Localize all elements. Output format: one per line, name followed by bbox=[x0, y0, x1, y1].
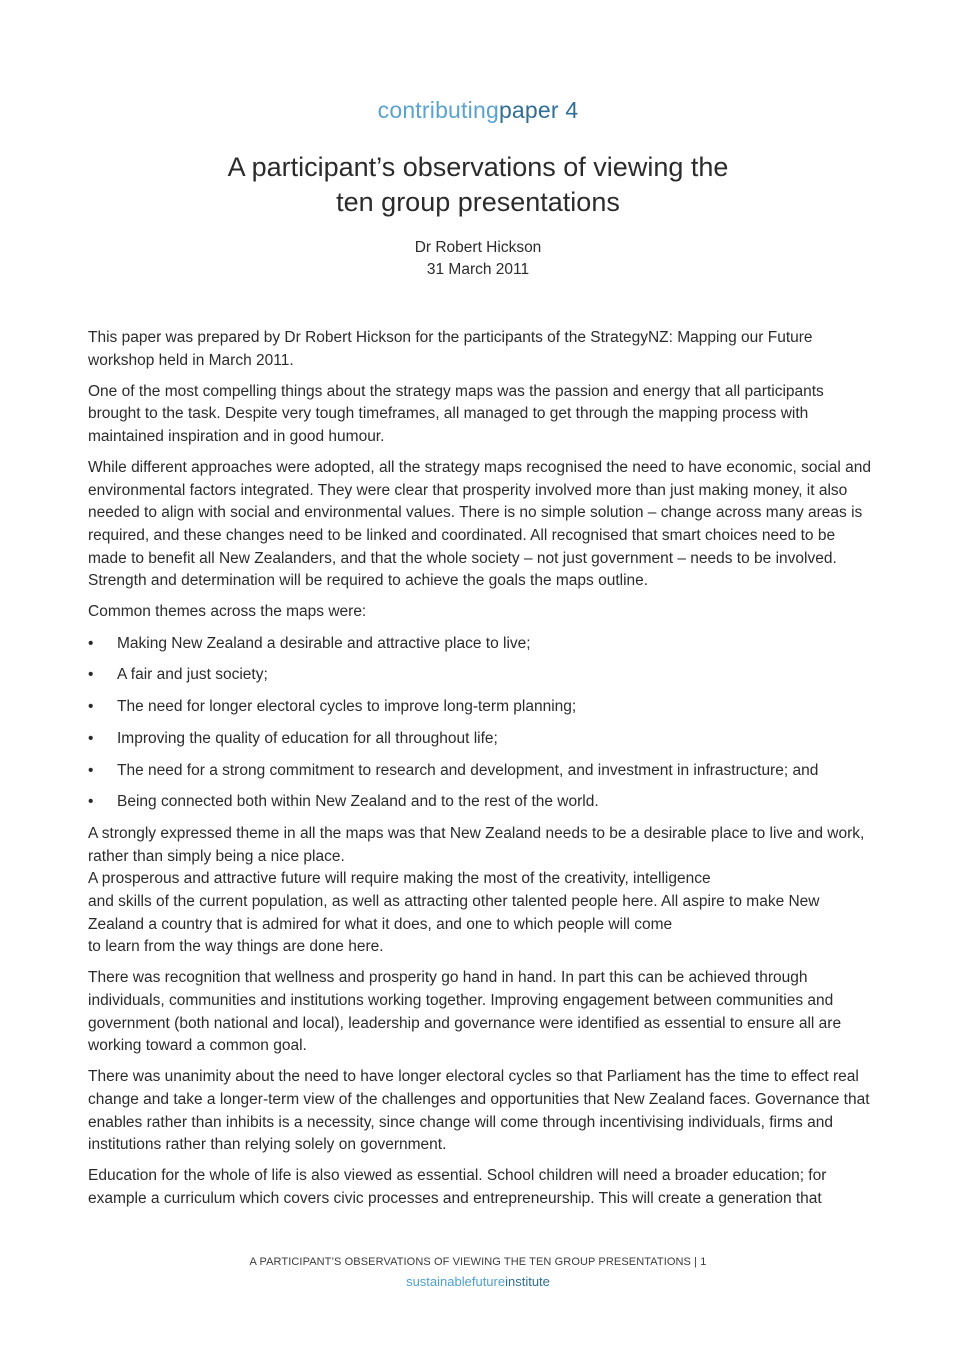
paragraph-education: Education for the whole of life is also viewed as essential. School children will need a broader education; for example a curriculum which covers civic processes and entrepreneurship. This will create a generation that bbox=[88, 1167, 827, 1207]
list-item-text: A fair and just society; bbox=[117, 666, 268, 684]
logo-text-dark: institute bbox=[505, 1274, 550, 1289]
list-item bbox=[88, 633, 878, 656]
bullet-icon: • bbox=[88, 761, 94, 779]
paragraph-approaches: While different approaches were adopted, all the strategy maps recognised the need to have economic, social and environmental factors integrated. They were clear that prosperity involved more than just making money, it also needed to align with social and environmental values. There is no simple solution – change across many areas is required, and these changes need to be linked and coordinated. All recognised that smart choices need to be made to benefit all New Zealanders, and that the whole society – not just government – needs to be involved. Strength and determination will be required to achieve the goals the maps outline. bbox=[88, 459, 871, 590]
list-item-text: The need for a strong commitment to research and development, and investment in infrastructure; and bbox=[117, 761, 819, 779]
paragraph-desirable-place bbox=[88, 823, 878, 959]
byline bbox=[0, 237, 956, 281]
bullet-icon: • bbox=[88, 793, 94, 811]
list-item bbox=[88, 760, 878, 783]
paragraph-intro: This paper was prepared by Dr Robert Hickson for the participants of the StrategyNZ: Mapping our Future workshop held in March 2011. bbox=[88, 329, 813, 369]
list-item-text: Making New Zealand a desirable and attractive place to live; bbox=[117, 634, 531, 652]
footer-logo bbox=[0, 1274, 956, 1290]
paragraph-wellness: There was recognition that wellness and prosperity go hand in hand. In part this can be achieved through individuals, communities and institutions working together. Improving engagement between communities and government (both national and local), leadership and governance were identified as essential to ensure all are working toward a common goal. bbox=[88, 969, 842, 1055]
page-footer bbox=[0, 1254, 956, 1290]
document-title bbox=[0, 150, 956, 220]
title-line-1: A participant’s observations of viewing the bbox=[227, 152, 729, 182]
list-item bbox=[88, 728, 878, 751]
bullet-icon: • bbox=[88, 666, 94, 684]
series-header bbox=[0, 97, 956, 124]
series-label-dark: paper 4 bbox=[498, 97, 579, 123]
author: Dr Robert Hickson bbox=[414, 239, 542, 256]
paragraph-line: A strongly expressed theme in all the maps was that New Zealand needs to be a desirable place to live and work, rather than simply being a nice place. bbox=[88, 825, 865, 865]
title-line-2: ten group presentations bbox=[336, 187, 620, 217]
date: 31 March 2011 bbox=[426, 261, 530, 278]
bullet-icon: • bbox=[88, 634, 94, 652]
themes-list bbox=[88, 633, 878, 815]
paragraph-line: A prosperous and attractive future will require making the most of the creativity, intelligence bbox=[88, 870, 711, 888]
list-item bbox=[88, 791, 878, 814]
list-item bbox=[88, 664, 878, 687]
bullet-icon: • bbox=[88, 729, 94, 747]
paragraph-electoral-cycles: There was unanimity about the need to have longer electoral cycles so that Parliament has the time to effect real change and take a longer-term view of the challenges and opportunities that New Zealand faces. Governance that enables rather than inhibits is a necessity, since change will come through incentivising individuals, firms and institutions rather than relying solely on government. bbox=[88, 1068, 870, 1154]
list-item-text: Being connected both within New Zealand and to the rest of the world. bbox=[117, 793, 599, 811]
list-item bbox=[88, 696, 878, 719]
bullet-icon: • bbox=[88, 698, 94, 716]
list-item-text: The need for longer electoral cycles to improve long-term planning; bbox=[117, 698, 577, 716]
paragraph-passion: One of the most compelling things about the strategy maps was the passion and energy that all participants brought to the task. Despite very tough timeframes, all managed to get through the mapping process with maintained inspiration and in good humour. bbox=[88, 382, 824, 445]
body-text bbox=[88, 327, 878, 1219]
series-label-light: contributing bbox=[377, 97, 499, 123]
footer-running-title: A PARTICIPANT’S OBSERVATIONS OF VIEWING THE TEN GROUP PRESENTATIONS | 1 bbox=[249, 1256, 707, 1268]
paragraph-line: to learn from the way things are done here. bbox=[88, 938, 384, 956]
list-item-text: Improving the quality of education for all throughout life; bbox=[117, 729, 498, 747]
paragraph-line: and skills of the current population, as well as attracting other talented people here. All aspire to make New Zealand a country that is admired for what it does, and one to which people will come bbox=[88, 892, 820, 933]
logo-text-light: sustainablefuture bbox=[406, 1274, 506, 1289]
paragraph-themes-intro: Common themes across the maps were: bbox=[88, 603, 367, 621]
